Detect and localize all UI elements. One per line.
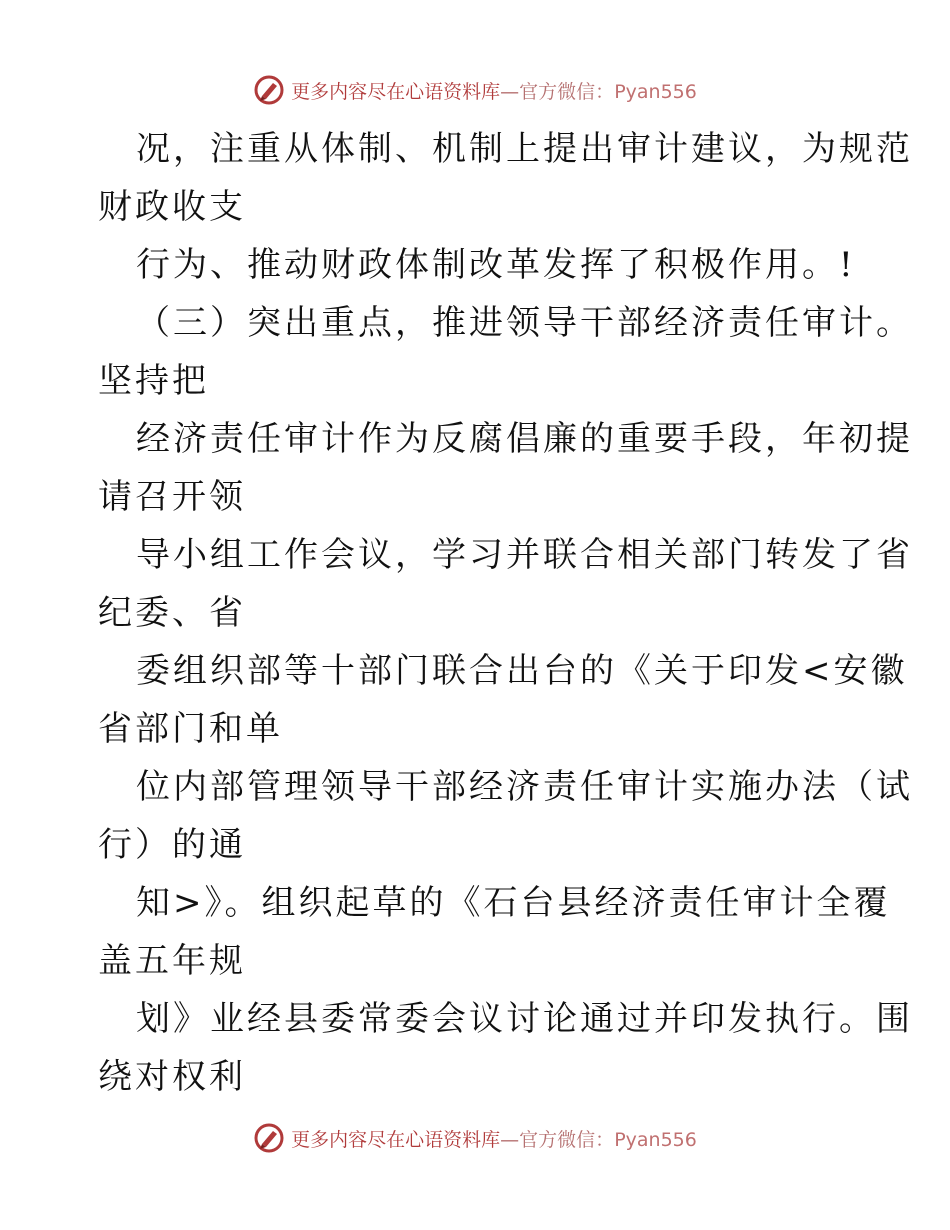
text-line: 省部门和单 [98, 709, 283, 749]
header-watermark [0, 70, 950, 110]
text-line: 划》业经县委常委会议讨论通过并印发执行。围 [136, 999, 913, 1039]
text-line: 知>》。组织起草的《石台县经济责任审计全覆 [136, 883, 891, 923]
text-line: 经济责任审计作为反腐倡廉的重要手段，年初提 [136, 419, 913, 459]
watermark-text [291, 1125, 697, 1152]
watermark-side: 官方微信： [519, 1128, 615, 1151]
document-body [98, 120, 913, 1106]
text-line: 请召开领 [98, 477, 246, 517]
watermark-text [291, 77, 697, 104]
watermark-dash: — [500, 80, 520, 103]
watermark-id: Pyan556 [614, 1128, 697, 1151]
text-line: 纪委、省 [98, 593, 246, 633]
text-line: 导小组工作会议，学习并联合相关部门转发了省 [136, 535, 913, 575]
watermark-dash: — [500, 1128, 520, 1151]
text-line: 况，注重从体制、机制上提出审计建议，为规范 [136, 129, 913, 169]
pen-seal-icon [253, 74, 285, 106]
text-line: 财政收支 [98, 187, 246, 227]
text-line: 行）的通 [98, 825, 246, 865]
watermark-main: 更多内容尽在心语资料库 [291, 1128, 501, 1151]
watermark-side: 官方微信： [519, 80, 615, 103]
text-line: 坚持把 [98, 361, 209, 401]
text-line: 委组织部等十部门联合出台的《关于印发<安徽 [136, 651, 908, 691]
text-line: 位内部管理领导干部经济责任审计实施办法（试 [136, 767, 913, 807]
text-line: 盖五年规 [98, 941, 246, 981]
footer-watermark [0, 1118, 950, 1158]
pen-seal-icon [253, 1122, 285, 1154]
section-heading-line: （三）突出重点，推进领导干部经济责任审计。 [136, 303, 913, 343]
watermark-main: 更多内容尽在心语资料库 [291, 80, 501, 103]
watermark-id: Pyan556 [614, 80, 697, 103]
text-line: 行为、推动财政体制改革发挥了积极作用。! [136, 245, 856, 285]
text-line: 绕对权利 [98, 1057, 246, 1097]
